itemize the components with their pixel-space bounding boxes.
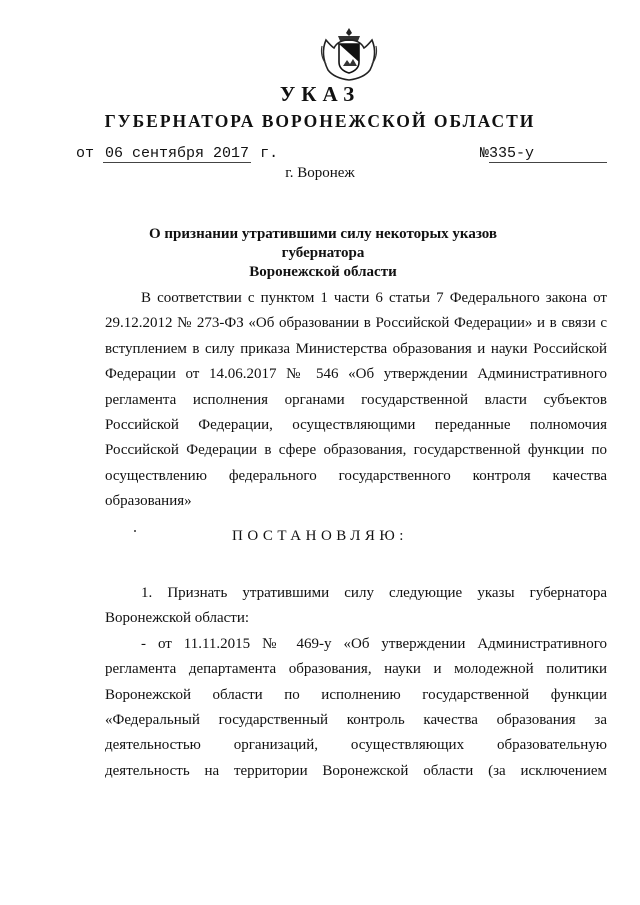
date-line <box>76 145 278 162</box>
paragraph-line: Воронежской области: <box>105 610 250 627</box>
decree-word: ПОСТАНОВЛЯЮ: <box>232 528 408 544</box>
date-suffix: г. <box>260 145 279 162</box>
number-prefix: № <box>480 145 490 162</box>
paragraph-line: «Федеральный государственный контроль качества образования за <box>105 711 607 728</box>
city: г. Воронеж <box>285 165 355 181</box>
paragraph-line: Федерации от 14.06.2017 № 546 «Об утверждении Административного <box>105 366 607 383</box>
heading-line: О признании утратившими силу некоторых указов губернатора <box>149 226 497 261</box>
paragraph-line: - от 11.11.2015 № 469-у «Об утверждении Административного <box>141 635 607 652</box>
paragraph-line: 1. Признать утратившими силу следующие указы губернатора <box>141 585 607 601</box>
date-prefix: от <box>76 145 95 162</box>
paragraph-line: деятельностью организаций, осуществляющих образовательную <box>105 737 607 754</box>
paragraph-line: Российской Федерации, осуществляющими переданные полномочия <box>105 416 607 433</box>
paragraph-line: регламента исполнения органами государственной власти субъектов <box>105 391 607 408</box>
preamble-paragraph <box>105 286 607 515</box>
number-line <box>480 145 607 163</box>
number-value: 335-у <box>489 145 607 163</box>
document-heading <box>108 225 538 282</box>
paragraph-line: осуществлению федерального государственного контроля качества <box>105 467 607 484</box>
document-subtitle: ГУБЕРНАТОРА ВОРОНЕЖСКОЙ ОБЛАСТИ <box>104 111 536 131</box>
document-title: УКАЗ <box>279 82 361 106</box>
paragraph-line: образования» <box>105 493 192 510</box>
paragraph-line: Воронежской области по исполнению государственной функции <box>105 686 607 703</box>
paragraph-line: вступлением в силу приказа Министерства образования и науки Российской <box>105 340 607 357</box>
items-section <box>105 581 607 784</box>
paragraph-line: 29.12.2012 № 273-ФЗ «Об образовании в Российской Федерации» и в связи с <box>105 315 607 332</box>
voronezh-coat-of-arms-icon <box>318 26 380 82</box>
date-value: 06 сентября 2017 <box>105 145 250 162</box>
paragraph-line: деятельность на территории Воронежской области (за исключением <box>105 762 607 779</box>
paragraph-line: В соответствии с пунктом 1 части 6 статьи 7 Федерального закона от <box>141 290 607 306</box>
paragraph-line: регламента департамента образования, науки и молодежной политики <box>105 661 607 678</box>
paragraph-line: Российской Федерации в сфере образования, государственной функции по <box>105 442 607 459</box>
heading-line: Воронежской области <box>249 264 397 280</box>
